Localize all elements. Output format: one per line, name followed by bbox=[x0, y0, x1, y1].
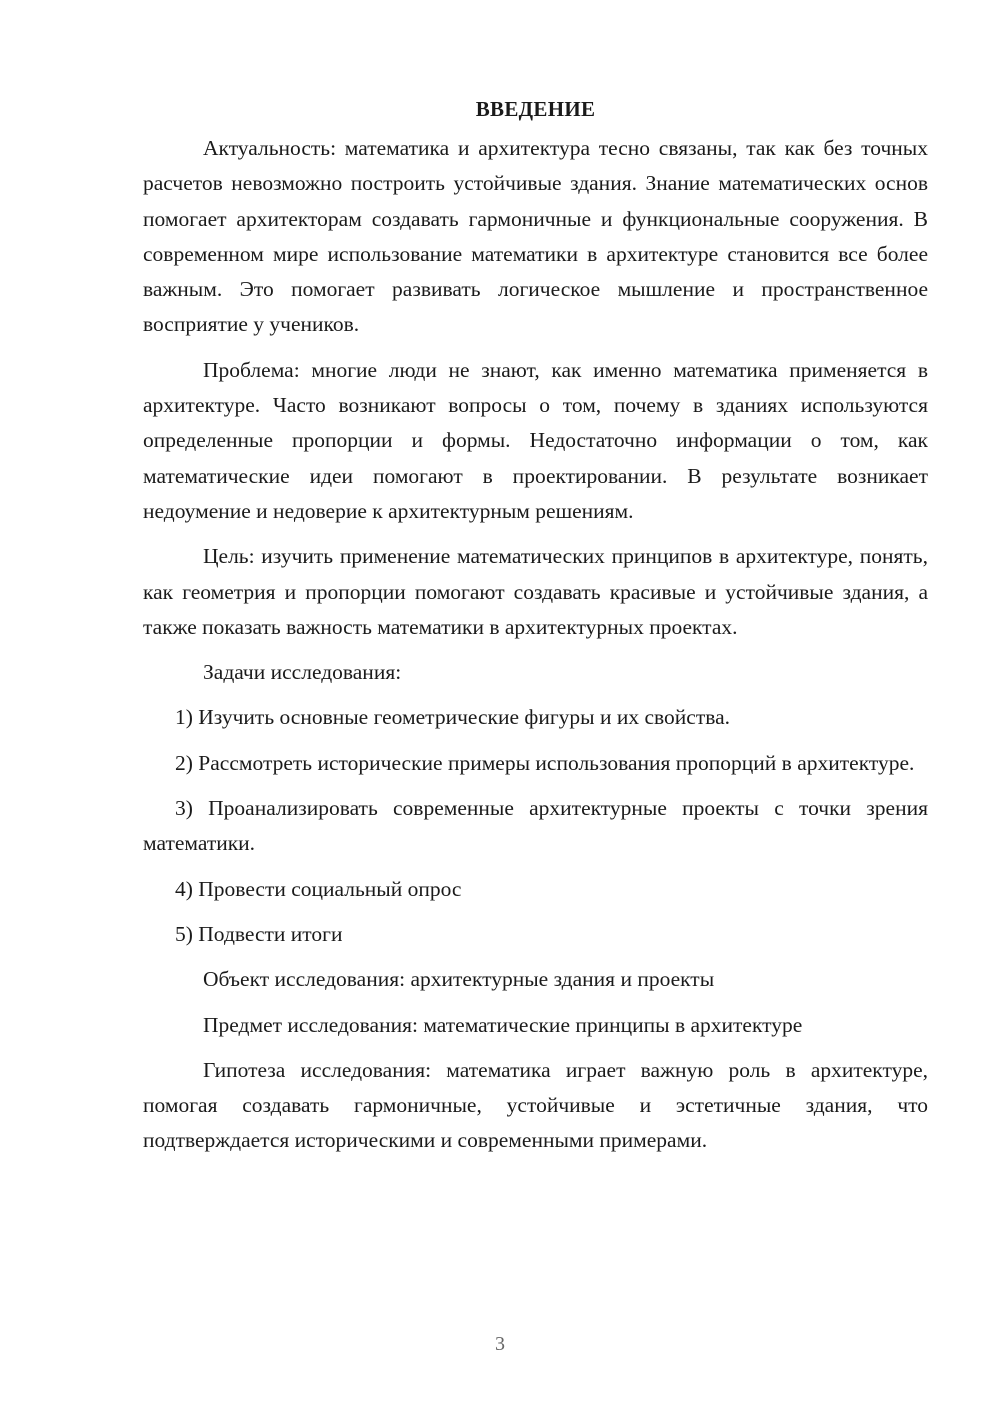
page-number: 3 bbox=[495, 1333, 505, 1355]
task-item-1: 1) Изучить основные геометрические фигуры и их свойства. bbox=[175, 705, 731, 730]
research-object: Объект исследования: архитектурные здания и проекты bbox=[203, 967, 715, 992]
task-item-5: 5) Подвести итоги bbox=[175, 921, 343, 946]
document-page bbox=[143, 92, 928, 1169]
task-item-4: 4) Провести социальный опрос bbox=[175, 876, 462, 901]
hypothesis-paragraph: Гипотеза исследования: математика играет важную роль в архитектуре, помогая создавать гармоничные, устойчивые и эстетичные здания, что подтверждается историческими и современными примерами. bbox=[143, 1057, 928, 1153]
goal-paragraph: Цель: изучить применение математических принципов в архитектуре, понять, как геометрия и пропорции помогают создавать красивые и устойчивые здания, а также показать важность математики в архитектурных проектах. bbox=[143, 544, 928, 639]
task-item-2: 2) Рассмотреть исторические примеры использования пропорций в архитектуре. bbox=[175, 750, 915, 775]
research-subject: Предмет исследования: математические принципы в архитектуре bbox=[203, 1012, 803, 1037]
relevance-paragraph: Актуальность: математика и архитектура тесно связаны, так как без точных расчетов невозможно построить устойчивые здания. Знание математических основ помогает архитекторам создавать гармоничные и функциональные сооружения. В современном мире использование математики в архитектуре становится все более важным. Это помогает развивать логическое мышление и пространственное восприятие у учеников. bbox=[143, 136, 928, 337]
problem-paragraph: Проблема: многие люди не знают, как именно математика применяется в архитектуре. Часто возникают вопросы о том, почему в зданиях используются определенные пропорции и формы. Недостаточно информации о том, как математические идеи помогают в проектировании. В результате возникает недоумение и недоверие к архитектурным решениям. bbox=[143, 357, 928, 523]
tasks-heading: Задачи исследования: bbox=[203, 660, 402, 685]
task-item-3: 3) Проанализировать современные архитектурные проекты с точки зрения математики. bbox=[143, 796, 928, 856]
section-title: ВВЕДЕНИЕ bbox=[475, 97, 596, 121]
